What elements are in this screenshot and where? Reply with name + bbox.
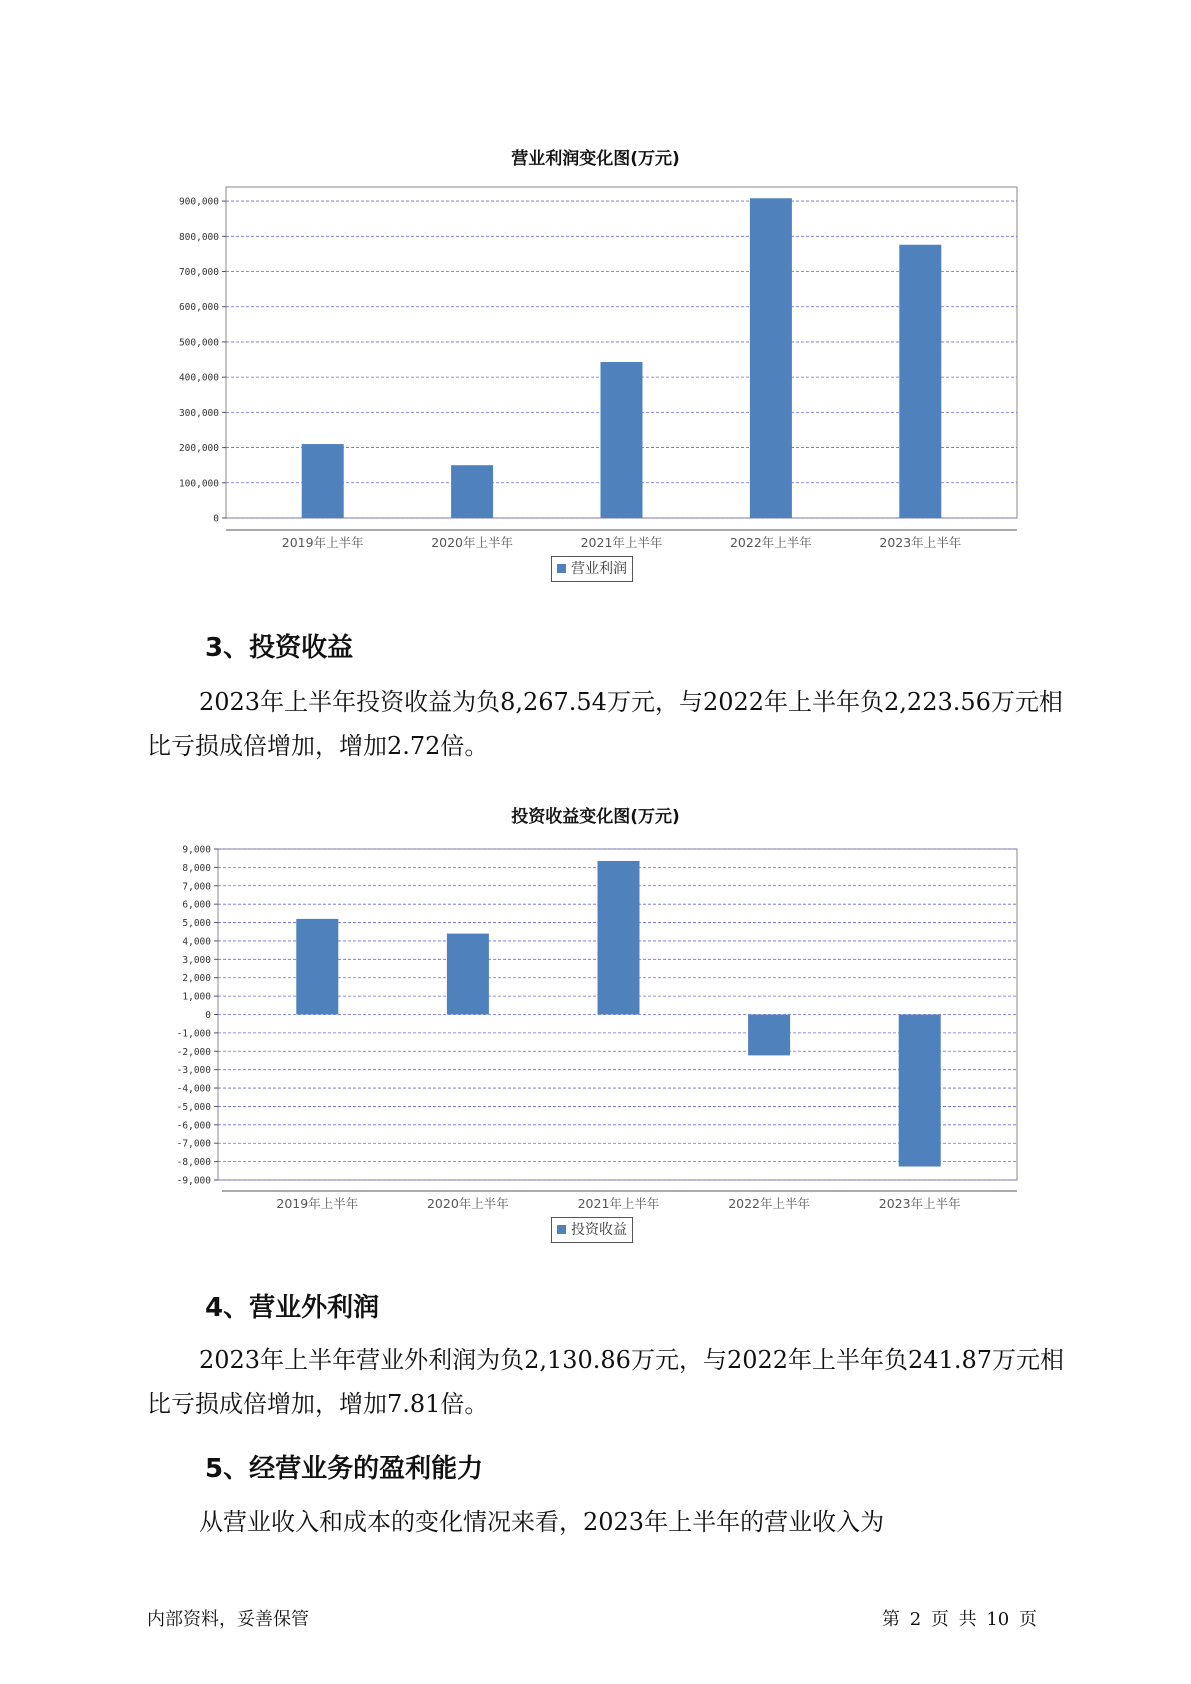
section-5-paragraph: 从营业收入和成本的变化情况来看，2023年上半年的营业收入为 (199, 1508, 885, 1536)
footer-page-number: 第 2 页 共 10 页 (882, 1609, 1037, 1630)
y-tick-label: 600,000 (178, 302, 219, 314)
x-tick-label: 2023年上半年 (879, 535, 962, 550)
y-tick-label: 3,000 (182, 954, 211, 966)
y-tick-label: 1,000 (182, 991, 211, 1003)
y-tick-label: 9,000 (182, 844, 211, 856)
y-tick-label: 8,000 (182, 862, 211, 874)
section-3-heading: 3、投资收益 (205, 633, 354, 663)
y-tick-label: 7,000 (182, 881, 211, 893)
y-tick-label: -4,000 (176, 1083, 211, 1095)
chart2-legend-label: 投资收益 (571, 1222, 627, 1238)
y-tick-label: -7,000 (176, 1138, 211, 1150)
chart2-title: 投资收益变化图(万元) (511, 807, 680, 827)
x-tick-label: 2021年上半年 (577, 1196, 660, 1211)
bar-2023年上半年 (899, 1015, 941, 1167)
bar-2019年上半年 (296, 919, 338, 1015)
legend-swatch-icon (557, 1225, 566, 1234)
y-tick-label: 2,000 (182, 973, 211, 985)
chart2-legend (551, 1217, 633, 1243)
bar-2022年上半年 (748, 1015, 790, 1056)
bar-2020年上半年 (447, 934, 489, 1015)
y-tick-label: 800,000 (178, 231, 219, 243)
y-tick-label: -6,000 (176, 1120, 211, 1132)
y-tick-label: 200,000 (178, 443, 219, 455)
section-5-heading: 5、经营业务的盈利能力 (205, 1454, 484, 1484)
y-tick-label: -8,000 (176, 1157, 211, 1169)
x-tick-label: 2022年上半年 (728, 1196, 811, 1211)
bar-2021年上半年 (598, 861, 640, 1015)
y-tick-label: -2,000 (176, 1046, 211, 1058)
footer-confidential-note: 内部资料，妥善保管 (147, 1609, 309, 1630)
y-tick-label: -1,000 (176, 1028, 211, 1040)
y-tick-label: 5,000 (182, 918, 211, 930)
y-tick-label: 4,000 (182, 936, 211, 948)
y-tick-label: 0 (205, 1010, 211, 1021)
y-tick-label: 0 (213, 513, 219, 525)
y-tick-label: -5,000 (176, 1101, 211, 1113)
section-3-paragraph: 2023年上半年投资收益为负8,267.54万元，与2022年上半年负2,223.56万元相比亏损成倍增加，增加2.72倍。 (147, 688, 1063, 760)
section-4-paragraph: 2023年上半年营业外利润为负2,130.86万元，与2022年上半年负241.87万元相比亏损成倍增加，增加7.81倍。 (147, 1346, 1065, 1418)
x-tick-label: 2023年上半年 (878, 1196, 961, 1211)
x-tick-label: 2020年上半年 (431, 535, 514, 550)
y-tick-label: -3,000 (176, 1065, 211, 1077)
y-tick-label: -9,000 (176, 1175, 211, 1187)
chart1-title: 营业利润变化图(万元) (511, 149, 680, 169)
y-tick-label: 700,000 (178, 267, 219, 279)
y-tick-label: 300,000 (178, 407, 219, 419)
x-tick-label: 2019年上半年 (281, 535, 364, 550)
x-tick-label: 2022年上半年 (729, 535, 812, 550)
y-tick-label: 400,000 (178, 372, 219, 384)
x-tick-label: 2020年上半年 (426, 1196, 509, 1211)
y-tick-label: 100,000 (178, 478, 219, 490)
section-4-heading: 4、营业外利润 (205, 1293, 380, 1323)
y-tick-label: 900,000 (178, 196, 219, 208)
y-tick-label: 6,000 (182, 899, 211, 911)
x-tick-label: 2021年上半年 (580, 535, 663, 550)
x-tick-label: 2019年上半年 (276, 1196, 359, 1211)
y-tick-label: 500,000 (178, 337, 219, 349)
chart1-legend-label: 营业利润 (571, 561, 627, 577)
